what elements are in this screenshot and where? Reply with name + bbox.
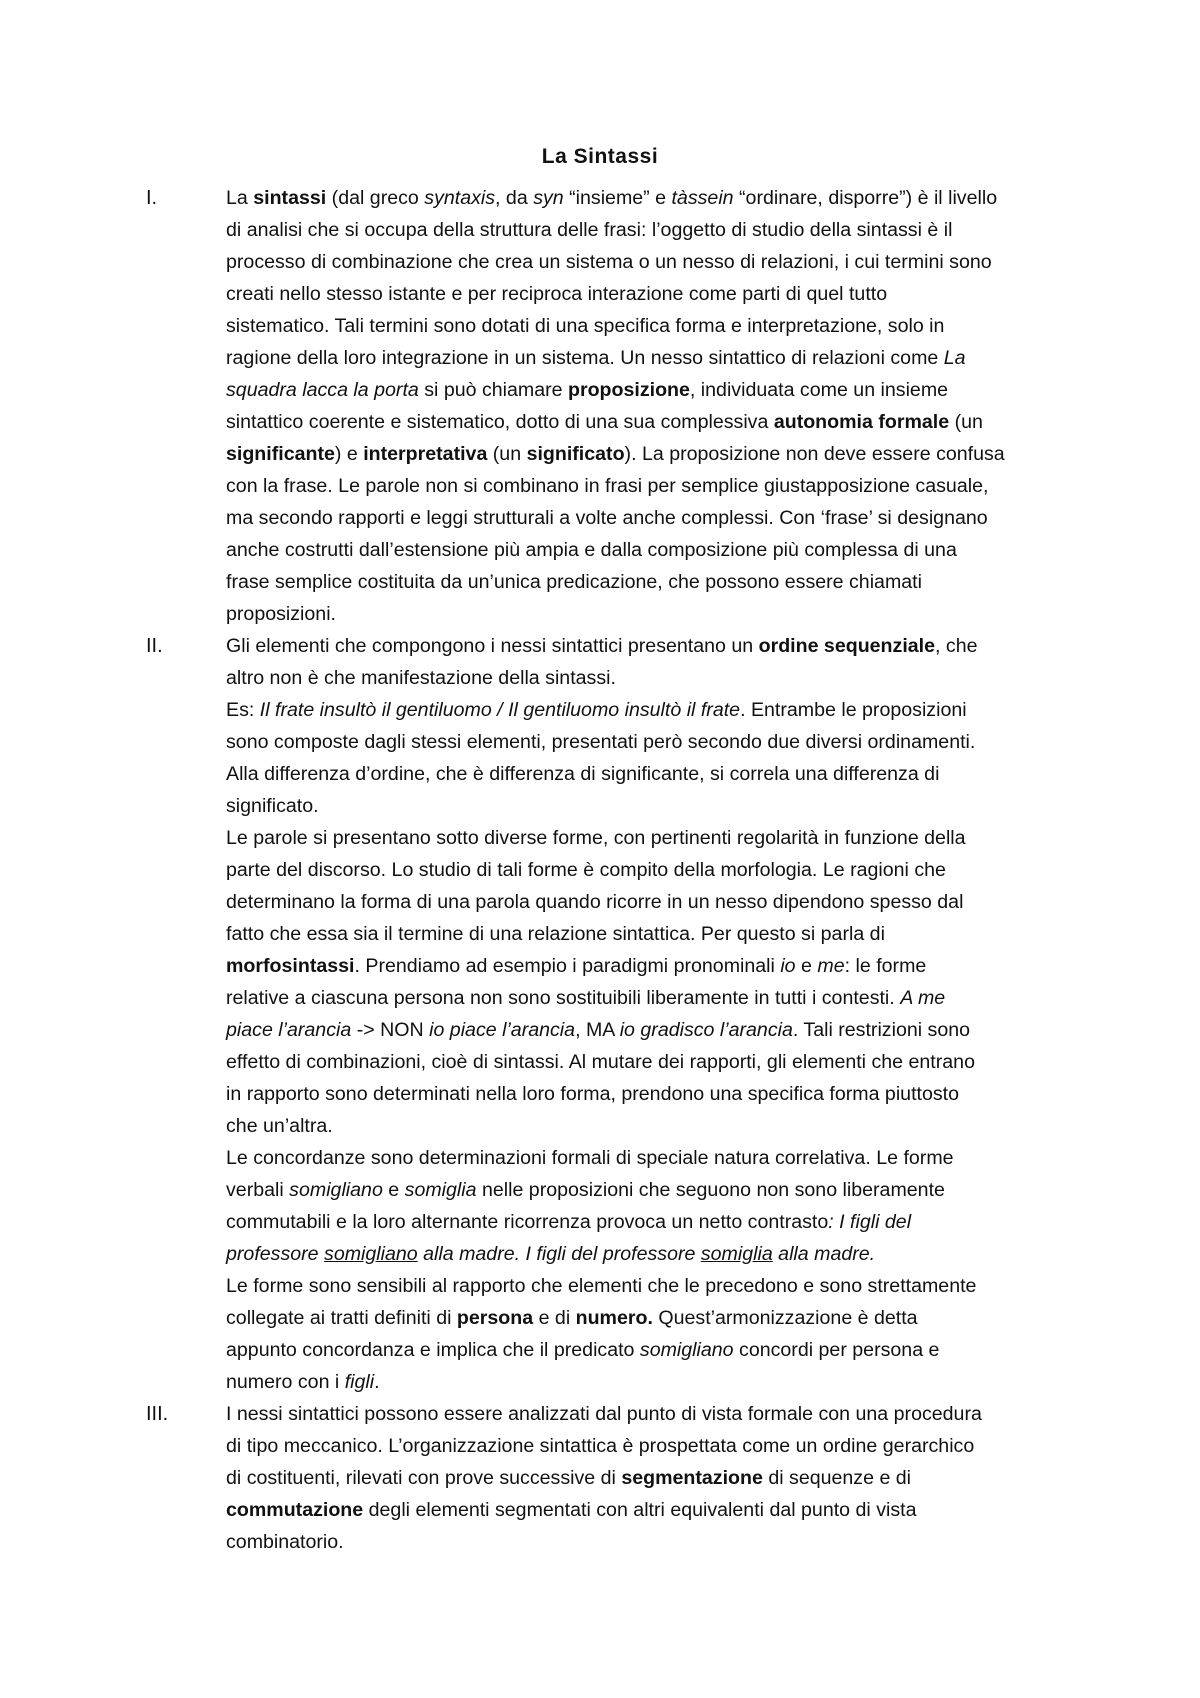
text-run: di tipo meccanico. L’organizzazione sintattica è prospettata come un ordine gerarchico [226, 1435, 975, 1457]
text-line [226, 918, 1106, 950]
text-run: Gli elementi che compongono i nessi sintattici presentano un [226, 635, 759, 657]
text-run: Alla differenza d’ordine, che è differenza di significante, si correla una differenza di [226, 763, 940, 785]
text-line [226, 854, 1106, 886]
text-line [226, 726, 1106, 758]
text-line [226, 406, 1106, 438]
text-run: ma secondo rapporti e leggi strutturali a volte anche complessi. Con ‘frase’ si designano [226, 507, 988, 529]
text-run: Quest’armonizzazione è detta [652, 1307, 918, 1329]
text-run: La [943, 347, 966, 369]
text-run: commutazione [226, 1499, 364, 1521]
text-run: sintassi [253, 187, 327, 209]
text-run: si può chiamare [418, 379, 568, 401]
text-run: alla madre. I figli del professore [417, 1243, 701, 1265]
text-run: persona [456, 1307, 534, 1329]
section-body [226, 182, 1106, 630]
text-run: : le forme [844, 955, 927, 977]
text-line [226, 214, 1106, 246]
text-run: e di [533, 1307, 576, 1329]
text-line [226, 566, 1106, 598]
text-run: , da [495, 187, 534, 209]
text-run: . Tali restrizioni sono [792, 1019, 971, 1041]
text-line [226, 438, 1106, 470]
text-run: di analisi che si occupa della struttura delle frasi: l’oggetto di studio della sintassi è il [226, 219, 953, 241]
text-line [226, 278, 1106, 310]
text-run: degli elementi segmentati con altri equivalenti dal punto di vista [363, 1499, 917, 1521]
text-line [226, 182, 1106, 214]
text-run: numero. [575, 1307, 653, 1329]
text-run: ). La proposizione non deve essere confusa [624, 443, 1005, 465]
text-run: ) e [334, 443, 364, 465]
text-run: Le forme sono sensibili al rapporto che elementi che le precedono e sono strettamente [226, 1275, 977, 1297]
text-run: professore [226, 1243, 325, 1265]
text-run: ragione della loro integrazione in un sistema. Un nesso sintattico di relazioni come [226, 347, 944, 369]
text-run: in rapporto sono determinati nella loro forma, prendono una specifica forma piuttosto [226, 1083, 960, 1105]
section-numeral: I. [146, 187, 158, 209]
text-run: -> NON [351, 1019, 430, 1041]
text-run: parte del discorso. Lo studio di tali forme è compito della morfologia. Le ragioni che [226, 859, 946, 881]
text-run: autonomia formale [773, 411, 950, 433]
text-run: proposizione [568, 379, 690, 401]
text-run: I nessi sintattici possono essere analizzati dal punto di vista formale con una procedura [226, 1403, 982, 1425]
text-run: altro non è che manifestazione della sintassi. [226, 667, 616, 689]
text-line [226, 1526, 1106, 1558]
text-run: e [382, 1179, 405, 1201]
text-run: di sequenze e di [762, 1467, 912, 1489]
text-run: somigliano [324, 1243, 418, 1265]
text-run: processo di combinazione che crea un sistema o un nesso di relazioni, i cui termini sono [226, 251, 992, 273]
text-line [226, 950, 1106, 982]
text-run: Le parole si presentano sotto diverse forme, con pertinenti regolarità in funzione della [226, 827, 966, 849]
text-line [226, 1366, 1106, 1398]
text-run: . [374, 1371, 380, 1393]
text-run: A me [900, 987, 946, 1009]
text-run: io gradisco l’arancia [619, 1019, 793, 1041]
text-line [226, 790, 1106, 822]
text-run: collegate ai tratti definiti di [226, 1307, 457, 1329]
text-run: sintattico coerente e sistematico, dotto di una sua complessiva [226, 411, 774, 433]
text-line [226, 310, 1106, 342]
text-line [226, 1334, 1106, 1366]
text-run: interpretativa [363, 443, 488, 465]
text-run: proposizioni. [226, 603, 337, 625]
text-line [226, 1014, 1106, 1046]
text-run: ordine sequenziale [758, 635, 936, 657]
text-line [226, 1462, 1106, 1494]
text-run: piace l’arancia [226, 1019, 352, 1041]
text-line [226, 1494, 1106, 1526]
text-line [226, 374, 1106, 406]
text-line [226, 246, 1106, 278]
text-run: . Entrambe le proposizioni [740, 699, 967, 721]
text-run: (un [487, 443, 527, 465]
text-line [226, 1270, 1106, 1302]
section-numeral: II. [146, 635, 163, 657]
text-line [226, 630, 1106, 662]
section-body [226, 1398, 1106, 1558]
text-line [226, 758, 1106, 790]
page-title: La Sintassi [541, 145, 659, 168]
text-run: . Prendiamo ad esempio i paradigmi pronominali [354, 955, 781, 977]
text-line [226, 1174, 1106, 1206]
text-run: appunto concordanza e implica che il predicato [226, 1339, 640, 1361]
text-line [226, 886, 1106, 918]
text-line [226, 1142, 1106, 1174]
text-run: creati nello stesso istante e per reciproca interazione come parti di quel tutto [226, 283, 888, 305]
text-line [226, 1206, 1106, 1238]
text-line [226, 470, 1106, 502]
text-run: : I figli del [828, 1211, 912, 1233]
section-numeral: III. [146, 1403, 169, 1425]
text-run: somiglia [700, 1243, 773, 1265]
text-run: nelle proposizioni che seguono non sono liberamente [476, 1179, 945, 1201]
text-run: relative a ciascuna persona non sono sostituibili liberamente in tutti i contesti. [226, 987, 901, 1009]
text-run: syntaxis [424, 187, 496, 209]
text-run: me [817, 955, 845, 977]
text-run: (un [949, 411, 983, 433]
text-run: Il frate insultò il gentiluomo / Il gentiluomo insultò il frate [259, 699, 741, 721]
text-line [226, 534, 1106, 566]
text-run: verbali [226, 1179, 290, 1201]
text-run: con la frase. Le parole non si combinano in frasi per semplice giustapposizione casuale, [226, 475, 989, 497]
text-line [226, 662, 1106, 694]
text-run: numero con i [226, 1371, 345, 1393]
text-run: somigliano [289, 1179, 383, 1201]
text-line [226, 598, 1106, 630]
text-line [226, 694, 1106, 726]
text-run: significato. [226, 795, 319, 817]
text-line [226, 822, 1106, 854]
text-line [226, 342, 1106, 374]
text-run: (dal greco [326, 187, 425, 209]
text-run: La [226, 187, 254, 209]
text-run: che un’altra. [226, 1115, 333, 1137]
text-run: morfosintassi [226, 955, 355, 977]
text-run: fatto che essa sia il termine di una relazione sintattica. Per questo si parla di [226, 923, 885, 945]
text-run: anche costrutti dall’estensione più ampia e dalla composizione più complessa di una [226, 539, 957, 561]
text-run: Le concordanze sono determinazioni formali di speciale natura correlativa. Le forme [226, 1147, 954, 1169]
text-run: significato [526, 443, 625, 465]
text-run: determinano la forma di una parola quando ricorre in un nesso dipendono spesso dal [226, 891, 964, 913]
text-line [226, 1302, 1106, 1334]
text-run: somiglia [404, 1179, 477, 1201]
text-run: e [795, 955, 818, 977]
text-run: somigliano [639, 1339, 734, 1361]
text-run: , che [935, 635, 978, 657]
text-run: alla madre. [772, 1243, 876, 1265]
text-run: , individuata come un insieme [689, 379, 949, 401]
text-run: di costituenti, rilevati con prove successive di [226, 1467, 622, 1489]
text-line [226, 1046, 1106, 1078]
text-run: tàssein [671, 187, 734, 209]
text-run: effetto di combinazioni, cioè di sintassi. Al mutare dei rapporti, gli elementi che entrano [226, 1051, 975, 1073]
text-run: commutabili e la loro alternante ricorrenza provoca un netto contrasto [226, 1211, 829, 1233]
text-run: , MA [575, 1019, 620, 1041]
section-body [226, 630, 1106, 1398]
text-run: syn [533, 187, 564, 209]
text-run: io piace l’arancia [429, 1019, 576, 1041]
text-line [226, 1430, 1106, 1462]
text-run: significante [226, 443, 335, 465]
text-run: concordi per persona e [733, 1339, 940, 1361]
text-line [226, 1110, 1106, 1142]
text-run: squadra lacca la porta [226, 379, 419, 401]
text-run: sono composte dagli stessi elementi, presentati però secondo due diversi ordinamenti. [226, 731, 976, 753]
text-run: frase semplice costituita da un’unica predicazione, che possono essere chiamati [226, 571, 922, 593]
text-run: segmentazione [621, 1467, 763, 1489]
text-run: Es: [226, 699, 260, 721]
text-run: “insieme” e [563, 187, 672, 209]
text-line [226, 1078, 1106, 1110]
text-line [226, 1238, 1106, 1270]
text-run: io [780, 955, 796, 977]
text-run: sistematico. Tali termini sono dotati di una specifica forma e interpretazione, solo in [226, 315, 945, 337]
text-run: figli [344, 1371, 375, 1393]
text-run: “ordinare, disporre”) è il livello [733, 187, 998, 209]
text-line [226, 502, 1106, 534]
text-run: combinatorio. [226, 1531, 344, 1553]
text-line [226, 1398, 1106, 1430]
text-line [226, 982, 1106, 1014]
